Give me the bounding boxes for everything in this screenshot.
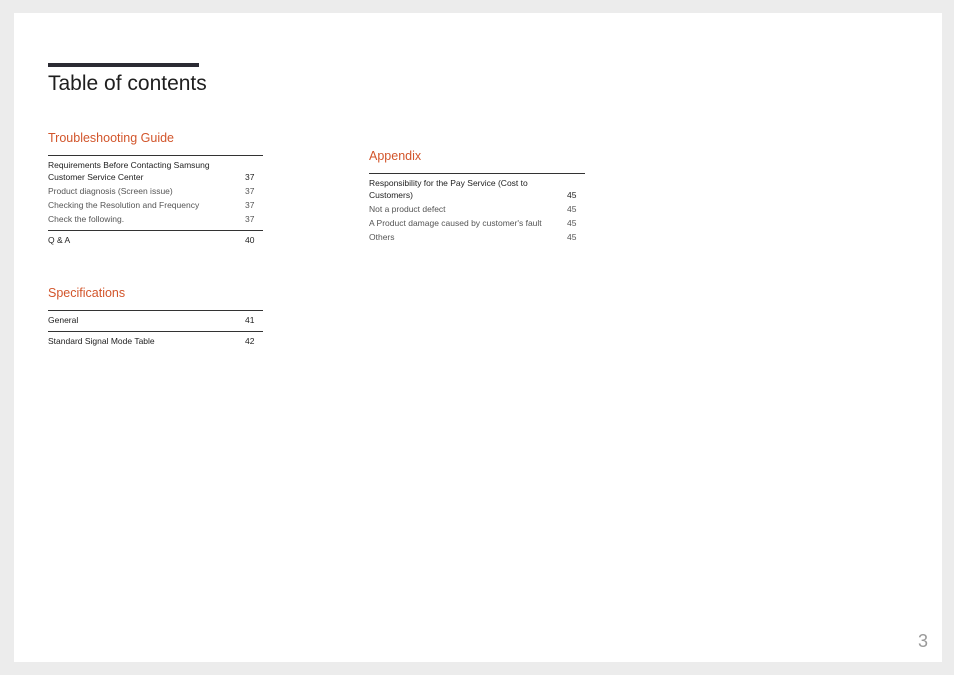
page-title: Table of contents xyxy=(48,72,207,95)
toc-entry-page: 37 xyxy=(245,186,255,196)
toc-entry-page: 37 xyxy=(245,200,255,210)
toc-entry[interactable] xyxy=(48,158,263,184)
toc-entry-page: 37 xyxy=(245,214,255,224)
toc-entry-page: 45 xyxy=(567,204,577,214)
toc-group xyxy=(48,310,263,331)
toc-entry-text: A Product damage caused by customer's fault xyxy=(369,218,542,228)
title-accent-bar xyxy=(48,63,199,67)
toc-entry-text: Responsibility for the Pay Service (Cost to Customers) xyxy=(369,178,528,200)
toc-entry-text: Standard Signal Mode Table xyxy=(48,336,155,346)
toc-entry-text: Checking the Resolution and Frequency xyxy=(48,200,200,210)
toc-entry-page: 45 xyxy=(567,190,577,200)
section-title: Troubleshooting Guide xyxy=(48,131,175,145)
toc-entry-page: 41 xyxy=(245,315,255,325)
toc-entry-page: 45 xyxy=(567,232,577,242)
section-appendix xyxy=(369,148,585,248)
toc-entry[interactable] xyxy=(369,202,585,216)
toc-entry-text: General xyxy=(48,315,79,325)
toc-entry[interactable] xyxy=(48,233,263,247)
toc-entry-text: Not a product defect xyxy=(369,204,446,214)
toc-group xyxy=(369,173,585,248)
toc-entry[interactable] xyxy=(48,334,263,348)
toc-entry-page: 40 xyxy=(245,235,255,245)
toc-entry[interactable] xyxy=(48,212,263,226)
toc-entry[interactable] xyxy=(369,230,585,244)
toc-entry[interactable] xyxy=(369,216,585,230)
section-title: Appendix xyxy=(369,149,422,163)
toc-entry-text: Requirements Before Contacting Samsung Customer Service Center xyxy=(48,160,210,182)
toc-entry-text: Check the following. xyxy=(48,214,125,224)
toc-entry[interactable] xyxy=(48,313,263,327)
section-troubleshooting xyxy=(48,130,263,251)
toc-entry-text: Product diagnosis (Screen issue) xyxy=(48,186,173,196)
toc-entry[interactable] xyxy=(48,198,263,212)
toc-entry[interactable] xyxy=(48,184,263,198)
section-title: Specifications xyxy=(48,286,126,300)
toc-entry[interactable] xyxy=(369,176,585,202)
toc-group xyxy=(48,331,263,352)
toc-entry-page: 45 xyxy=(567,218,577,228)
toc-group xyxy=(48,155,263,230)
toc-entry-text: Q & A xyxy=(48,235,71,245)
document-page xyxy=(14,13,942,662)
toc-entry-page: 42 xyxy=(245,336,255,346)
toc-entry-text: Others xyxy=(369,232,395,242)
toc-group xyxy=(48,230,263,251)
page-number: 3 xyxy=(917,631,928,651)
section-specifications xyxy=(48,285,263,352)
toc-entry-page: 37 xyxy=(245,172,255,182)
